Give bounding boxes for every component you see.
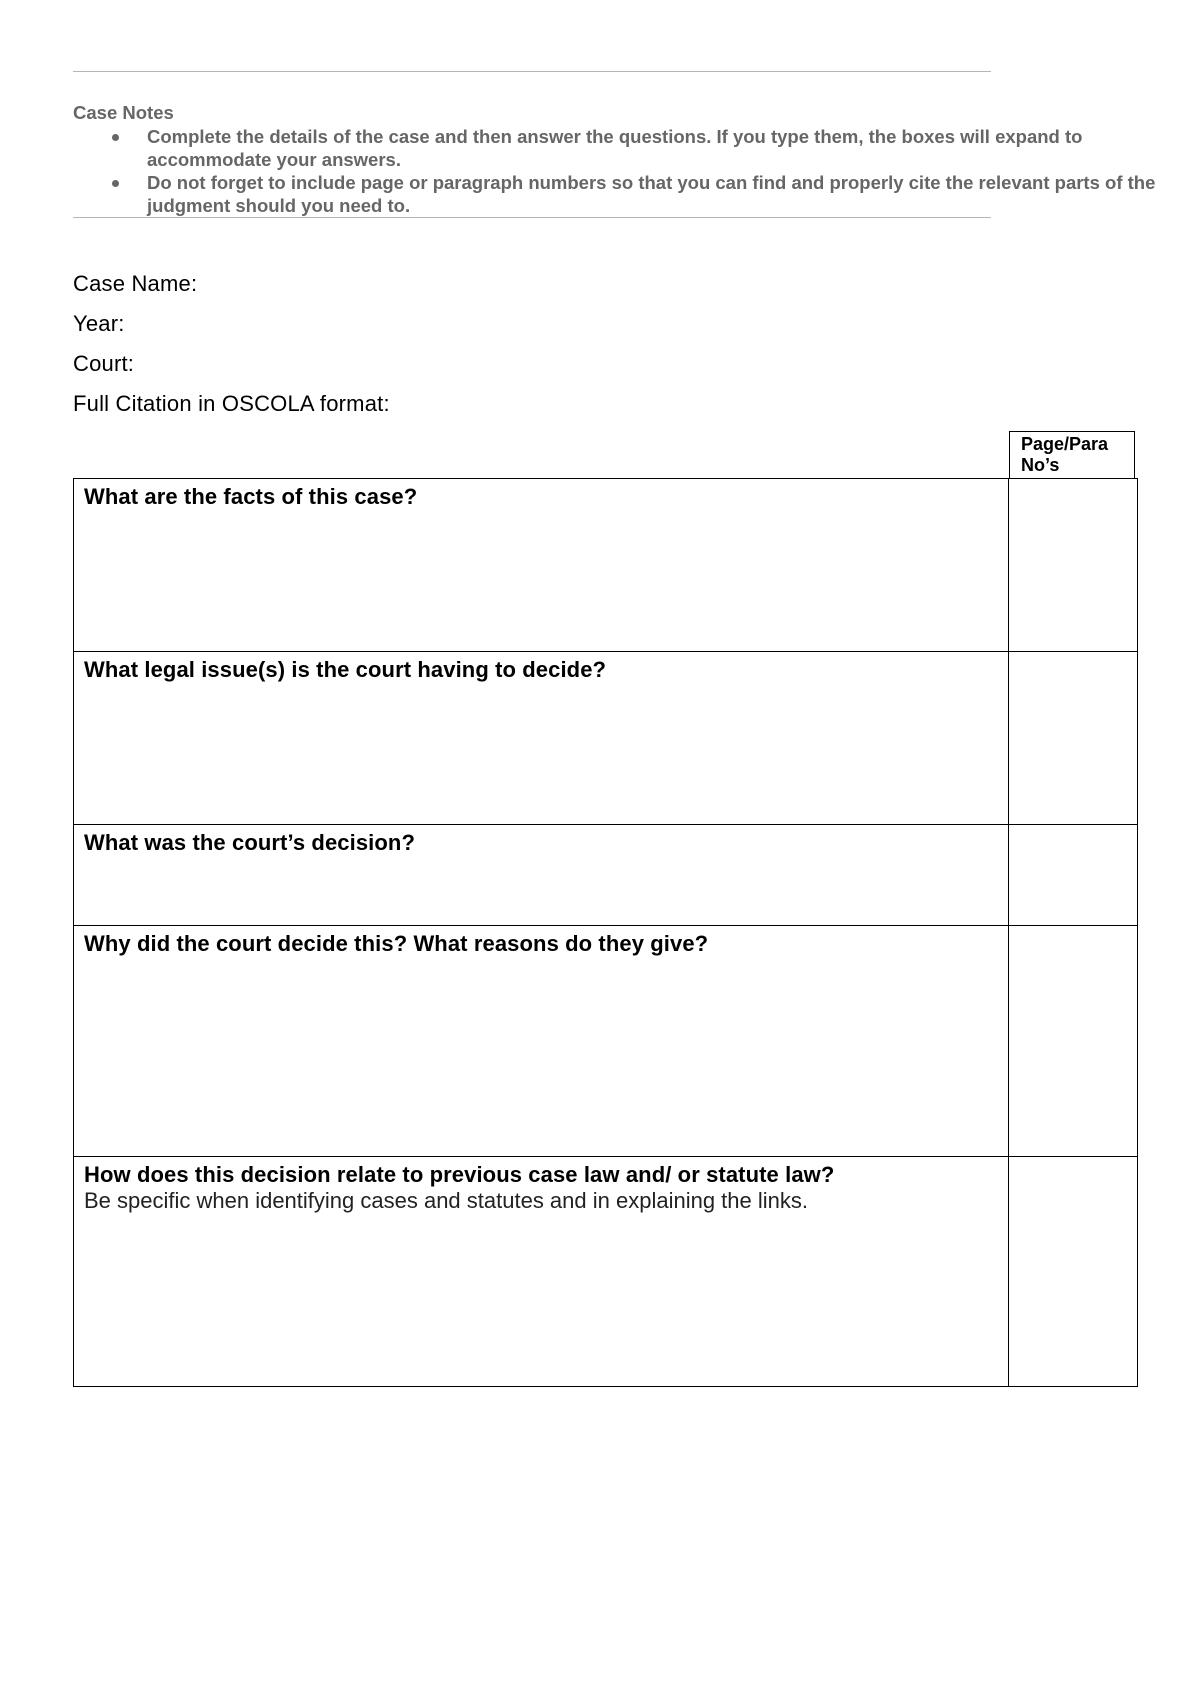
table-row [74, 825, 1138, 926]
questions-table [73, 478, 1138, 1387]
issues-answer-cell[interactable] [74, 652, 1009, 825]
reasons-question: Why did the court decide this? What reasons do they give? [84, 931, 709, 956]
relation-answer-cell[interactable] [74, 1157, 1009, 1387]
decision-question: What was the court’s decision? [84, 830, 416, 855]
court-label: Court: [73, 351, 135, 376]
decision-answer-cell[interactable] [74, 825, 1009, 926]
facts-question: What are the facts of this case? [84, 484, 418, 509]
page-para-header: Page/Para No’s [1009, 431, 1135, 479]
year-label: Year: [73, 311, 125, 336]
instruction-item [73, 171, 1157, 217]
instruction-text: Do not forget to include page or paragraph numbers so that you can find and properly cite the relevant parts of the judgment should you need to. [147, 172, 1156, 216]
table-row [74, 479, 1138, 652]
table-row [74, 926, 1138, 1157]
case-name-label: Case Name: [73, 271, 198, 296]
instructions-list [73, 125, 1156, 217]
issues-question: What legal issue(s) is the court having to decide? [84, 657, 607, 682]
top-divider [73, 71, 991, 72]
relation-page-para-cell[interactable] [1009, 1157, 1138, 1387]
facts-answer-cell[interactable] [74, 479, 1009, 652]
table-row [74, 1157, 1138, 1387]
facts-page-para-cell[interactable] [1009, 479, 1138, 652]
table-row [74, 652, 1138, 825]
decision-page-para-cell[interactable] [1009, 825, 1138, 926]
case-notes-title: Case Notes [73, 102, 174, 123]
bullet-icon [112, 180, 119, 187]
issues-page-para-cell[interactable] [1009, 652, 1138, 825]
citation-label: Full Citation in OSCOLA format: [73, 391, 390, 416]
bullet-icon [112, 134, 119, 141]
bottom-divider [73, 217, 991, 218]
case-notes-instructions [73, 102, 1156, 217]
reasons-page-para-cell[interactable] [1009, 926, 1138, 1157]
instruction-text: Complete the details of the case and then answer the questions. If you type them, the boxes will expand to accommodate your answers. [147, 126, 1083, 170]
relation-question: How does this decision relate to previous case law and/ or statute law? [84, 1162, 835, 1187]
instruction-item [73, 125, 1157, 171]
relation-guidance: Be specific when identifying cases and statutes and in explaining the links. [84, 1188, 808, 1213]
reasons-answer-cell[interactable] [74, 926, 1009, 1157]
